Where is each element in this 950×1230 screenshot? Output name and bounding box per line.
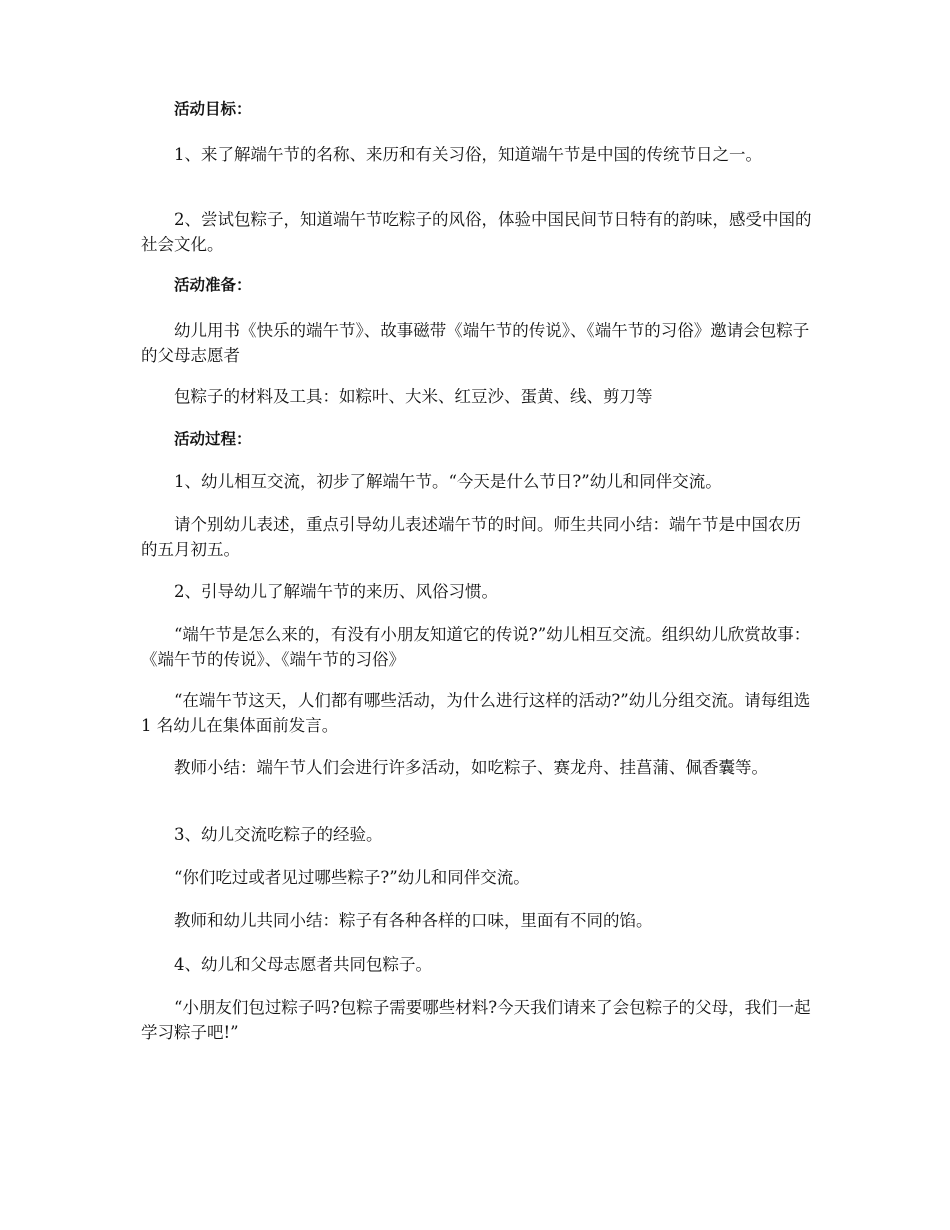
goal-item-1: 1、来了解端午节的名称、来历和有关习俗，知道端午节是中国的传统节日之一。 [174, 145, 762, 164]
process-step-1-detail: 请个别幼儿表述，重点引导幼儿表述端午节的时间。师生共同小结：端午节是中国农历的五月初五。 [141, 515, 801, 559]
process-step-2-summary: 教师小结：端午节人们会进行许多活动，如吃粽子、赛龙舟、挂菖蒲、佩香囊等。 [174, 758, 768, 777]
process-step-2-detail-a: “端午节是怎么来的，有没有小朋友知道它的传说?”幼儿相互交流。组织幼儿欣赏故事：《端午节的传说》、《端午节的习俗》 [141, 625, 811, 669]
process-step-4: 4、幼儿和父母志愿者共同包粽子。 [174, 955, 432, 974]
process-step-4-detail: “小朋友们包过粽子吗?包粽子需要哪些材料?今天我们请来了会包粽子的父母，我们一起学习粽子吧!” [141, 998, 811, 1042]
process-step-2: 2、引导幼儿了解端午节的来历、风俗习惯。 [174, 582, 498, 601]
process-step-3-summary: 教师和幼儿共同小结：粽子有各种各样的口味，里面有不同的馅。 [174, 911, 653, 930]
heading-activity-preparation: 活动准备： [174, 276, 252, 294]
process-step-1: 1、幼儿相互交流，初步了解端午节。“今天是什么节日?”幼儿和同伴交流。 [174, 472, 722, 491]
prep-item-tools: 包粽子的材料及工具：如粽叶、大米、红豆沙、蛋黄、线、剪刀等 [174, 387, 653, 406]
process-step-3-detail: “你们吃过或者见过哪些粽子?”幼儿和同伴交流。 [174, 868, 530, 887]
heading-activity-goals: 活动目标： [174, 100, 252, 118]
goal-item-2: 2、尝试包粽子，知道端午节吃粽子的风俗，体验中国民间节日特有的韵味，感受中国的社会文化。 [141, 210, 812, 254]
process-step-3: 3、幼儿交流吃粽子的经验。 [174, 825, 383, 844]
prep-item-materials-book: 幼儿用书《快乐的端午节》、故事磁带《端午节的传说》、《端午节的习俗》邀请会包粽子的父母志愿者 [141, 321, 810, 365]
process-step-2-detail-b: “在端午节这天，人们都有哪些活动，为什么进行这样的活动?”幼儿分组交流。请每组选 1 名幼儿在集体面前发言。 [141, 691, 811, 735]
heading-activity-process: 活动过程： [174, 430, 252, 448]
